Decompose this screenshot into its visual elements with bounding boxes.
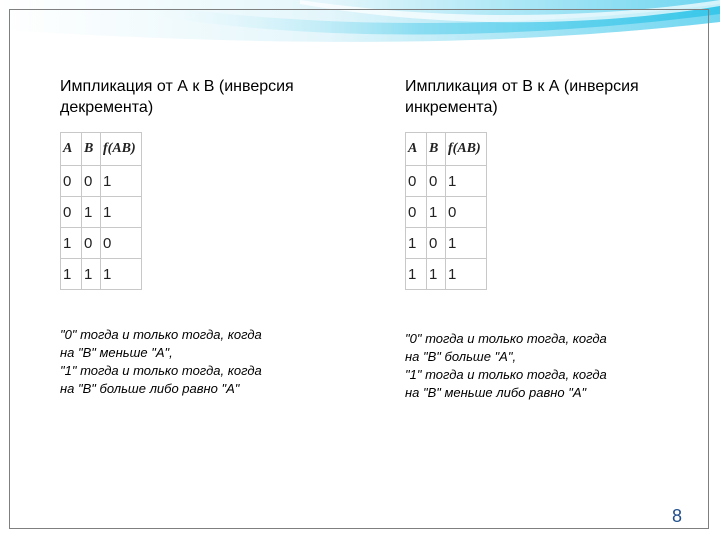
table-cell: 1 (406, 259, 427, 290)
table-row (61, 197, 142, 228)
description-line: на "В" больше либо равно "А" (60, 381, 240, 396)
page-number: 8 (672, 506, 683, 526)
table-cell: 0 (101, 228, 142, 259)
right-column (405, 76, 705, 402)
table-cell: 0 (427, 228, 446, 259)
table-cell: 0 (406, 166, 427, 197)
right-title-line2: инкремента) (405, 99, 498, 116)
table-cell: 0 (82, 228, 101, 259)
table-header-cell: A (61, 133, 82, 166)
table-row (61, 166, 142, 197)
description-line: "1" тогда и только тогда, когда (405, 367, 607, 382)
table-row (61, 259, 142, 290)
table-header-row (406, 133, 487, 166)
table-header-cell: B (427, 133, 446, 166)
table-cell: 1 (82, 259, 101, 290)
table-cell: 0 (406, 197, 427, 228)
table-cell: 1 (427, 197, 446, 228)
table-row (406, 259, 487, 290)
description-line: "0" тогда и только тогда, когда (60, 327, 262, 342)
left-title-line2: декремента) (60, 99, 154, 116)
description-line: "0" тогда и только тогда, когда (405, 331, 607, 346)
table-cell: 1 (446, 166, 487, 197)
table-cell: 1 (446, 259, 487, 290)
table-header-cell: f(AB) (101, 133, 142, 166)
right-title-line1: Импликация от В к А (инверсия (405, 78, 639, 95)
description-line: на "В" меньше либо равно "А" (405, 385, 587, 400)
left-truth-table (60, 132, 142, 290)
table-header-cell: A (406, 133, 427, 166)
table-header-cell: B (82, 133, 101, 166)
table-cell: 0 (446, 197, 487, 228)
left-title (60, 76, 360, 122)
table-cell: 0 (427, 166, 446, 197)
table-cell: 1 (101, 166, 142, 197)
table-cell: 1 (82, 197, 101, 228)
table-header-cell: f(AB) (446, 133, 487, 166)
table-cell: 1 (61, 228, 82, 259)
table-cell: 1 (61, 259, 82, 290)
table-row (406, 197, 487, 228)
description-line: на "В" меньше "А", (60, 345, 173, 360)
table-cell: 0 (82, 166, 101, 197)
table-cell: 0 (61, 197, 82, 228)
left-column (60, 76, 360, 398)
table-cell: 1 (101, 259, 142, 290)
table-cell: 1 (406, 228, 427, 259)
table-cell: 1 (101, 197, 142, 228)
left-title-line1: Импликация от А к В (инверсия (60, 78, 294, 95)
table-cell: 1 (427, 259, 446, 290)
table-cell: 0 (61, 166, 82, 197)
table-row (406, 228, 487, 259)
table-cell: 1 (446, 228, 487, 259)
table-row (406, 166, 487, 197)
table-row (61, 228, 142, 259)
description-line: на "В" больше "А", (405, 349, 517, 364)
right-description (405, 330, 705, 402)
left-description (60, 326, 360, 398)
table-header-row (61, 133, 142, 166)
right-title (405, 76, 705, 122)
right-truth-table (405, 132, 487, 290)
description-line: "1" тогда и только тогда, когда (60, 363, 262, 378)
